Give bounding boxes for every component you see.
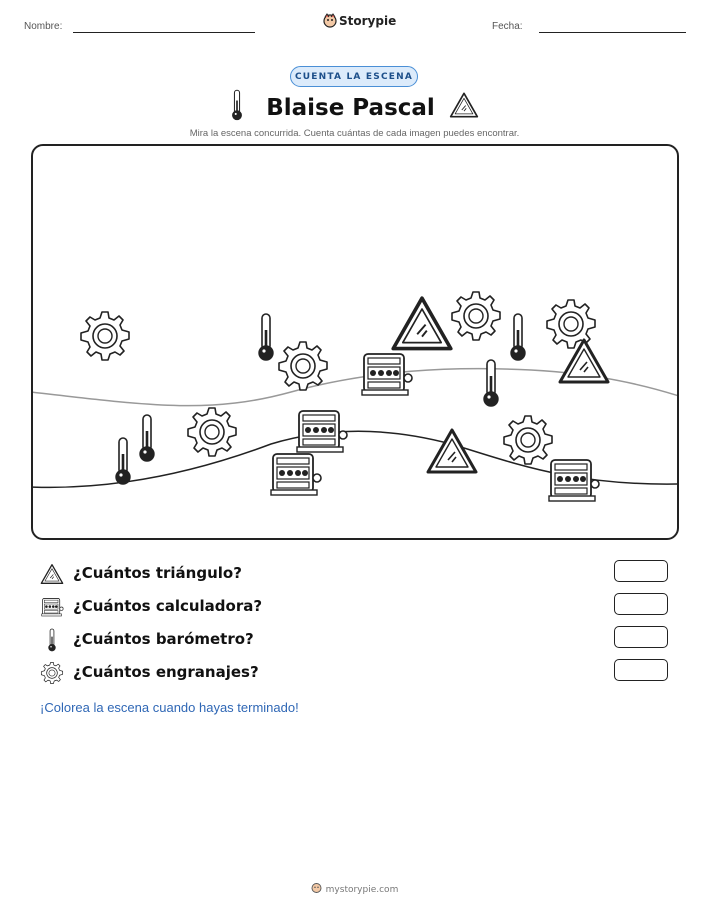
coloring-note: ¡Colorea la escena cuando hayas terminado! (40, 700, 299, 715)
question-row (40, 593, 680, 621)
answer-box[interactable] (614, 626, 668, 648)
question-text: ¿Cuántos engranajes? (73, 663, 259, 681)
calculator-icon (40, 595, 64, 619)
question-row (40, 659, 680, 687)
brand-name: Storypie (339, 14, 397, 28)
warning-triangle-icon (449, 91, 479, 119)
gear-icon (81, 312, 129, 360)
name-label: Nombre: (24, 21, 63, 32)
storypie-logo-icon (311, 882, 322, 894)
thermometer-icon (484, 360, 498, 406)
warning-triangle-icon (428, 430, 476, 472)
date-label: Fecha: (492, 21, 523, 32)
footer-url[interactable]: mystorypie.com (325, 885, 399, 895)
question-text: ¿Cuántos triángulo? (73, 564, 242, 582)
question-row (40, 626, 680, 654)
counting-scene (31, 144, 679, 540)
footer (0, 882, 709, 895)
storypie-logo-icon (323, 13, 337, 29)
page-title (0, 89, 709, 121)
gear-icon (279, 342, 327, 390)
calculator-icon (271, 454, 321, 495)
calculator-icon (362, 354, 412, 395)
gear-icon (547, 300, 595, 348)
question-text: ¿Cuántos barómetro? (73, 630, 254, 648)
gear-icon (504, 416, 552, 464)
thermometer-icon (140, 415, 154, 461)
thermometer-icon (259, 314, 273, 360)
answer-box[interactable] (614, 560, 668, 582)
question-text: ¿Cuántos calculadora? (73, 597, 263, 615)
question-row (40, 560, 680, 588)
warning-triangle-icon (393, 298, 451, 348)
date-field[interactable] (539, 32, 686, 33)
answer-box[interactable] (614, 593, 668, 615)
thermometer-icon (116, 438, 130, 484)
thermometer-icon (511, 314, 525, 360)
answer-box[interactable] (614, 659, 668, 681)
instructions: Mira la escena concurrida. Cuenta cuántas de cada imagen puedes encontrar. (189, 128, 520, 139)
gear-icon (40, 661, 64, 685)
warning-triangle-icon (40, 562, 64, 586)
name-field[interactable] (73, 32, 255, 33)
calculator-icon (549, 460, 599, 501)
thermometer-icon (230, 89, 244, 121)
gear-icon (452, 292, 500, 340)
thermometer-icon (40, 628, 64, 652)
calculator-icon (297, 411, 347, 452)
activity-badge: CUENTA LA ESCENA (290, 66, 418, 87)
gear-icon (188, 408, 236, 456)
page-title-text: Blaise Pascal (266, 95, 435, 121)
